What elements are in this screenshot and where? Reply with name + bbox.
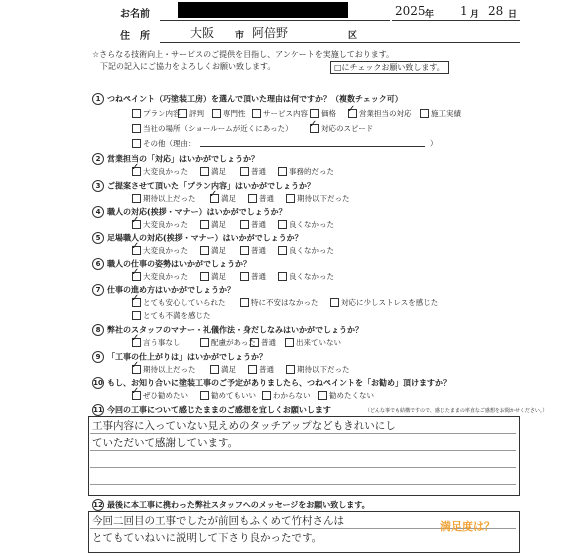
q1-speed-checkmark: ✓ bbox=[309, 119, 318, 130]
q1-option-expertise[interactable]: 専門性 bbox=[212, 108, 246, 119]
city-handwritten: 阿倍野 bbox=[252, 26, 289, 40]
q5-option-3[interactable]: 普通 bbox=[240, 245, 266, 256]
q11-handwritten-line-2: ていただいて感謝しています。 bbox=[92, 437, 239, 449]
question-6-title: 6 職人の仕事の姿勢はいかがでしょうか？ bbox=[92, 258, 251, 270]
q8-option-2[interactable]: 配慮があった bbox=[200, 337, 256, 348]
name-redaction bbox=[178, 2, 348, 18]
intro-note: □にチェックお願い致します。 bbox=[330, 61, 449, 74]
q1-option-price[interactable]: 価格 bbox=[310, 108, 336, 119]
q10-option-2[interactable]: 勧めてもいい bbox=[200, 390, 256, 401]
q3-option-4[interactable]: 期待以下だった bbox=[286, 193, 350, 204]
q7-option-4[interactable]: とても不満を感じた bbox=[132, 310, 211, 321]
question-7-title: 7 仕事の進め方はいかがでしょうか？ bbox=[92, 284, 235, 296]
q6-option-4[interactable]: 良くなかった bbox=[278, 271, 334, 282]
q8-checkmark: ✓ bbox=[131, 333, 140, 344]
question-11-note: （どんな事でも結構ですので、感じたままの率直なご感想をお聞かせください。） bbox=[365, 408, 548, 414]
question-10-title: 10 もし、お知り合いに塗装工事のご予定がありましたら、つねペイントを「お勧め」頂けますか？ bbox=[93, 378, 451, 388]
q1-option-sales[interactable]: 営業担当の対応 bbox=[348, 108, 412, 119]
q9-option-3[interactable]: 普通 bbox=[248, 364, 274, 375]
question-3-title: 3 ご提案させて頂いた「プラン内容」はいかがでしょうか？ bbox=[92, 180, 315, 192]
q1-option-track-record[interactable]: 施工実績 bbox=[420, 108, 461, 119]
q7-option-1[interactable]: とても安心していられた bbox=[132, 297, 226, 308]
q11-rule-3 bbox=[90, 467, 516, 468]
q11-handwritten-line-1: 工事内容に入っていない見えめのタッチアップなどもきれいにし bbox=[92, 420, 396, 432]
q5-option-1[interactable]: 大変良かった bbox=[132, 245, 188, 256]
q11-rule-2 bbox=[90, 450, 516, 451]
q8-option-4[interactable]: 出来ていない bbox=[285, 337, 341, 348]
q4-checkmark: ✓ bbox=[131, 215, 140, 226]
q1-other-line[interactable] bbox=[200, 146, 425, 147]
q5-option-2[interactable]: 満足 bbox=[200, 245, 226, 256]
q4-option-4[interactable]: 良くなかった bbox=[278, 219, 334, 230]
address-label: 住 所 bbox=[120, 31, 150, 42]
intro-line-2: 下記の記入にご協力をよろしくお願い致します。 bbox=[100, 62, 276, 71]
q8-option-3[interactable]: 普通 bbox=[250, 337, 276, 348]
q1-option-reputation[interactable]: 評判 bbox=[178, 108, 204, 119]
q4-option-3[interactable]: 普通 bbox=[240, 219, 266, 230]
q10-option-1[interactable]: ぜひ勧めたい bbox=[132, 390, 188, 401]
q7-checkmark: ✓ bbox=[131, 293, 140, 304]
intro-line-1: ☆さらなる技術向上・サービスのご提供を目指し、アンケートを実施しております。 bbox=[92, 50, 395, 59]
q2-option-1[interactable]: 大変良かった bbox=[132, 166, 188, 177]
q7-option-2[interactable]: 特に不安はなかった bbox=[240, 297, 319, 308]
q1-sales-checkmark: ✓ bbox=[347, 104, 356, 115]
q9-option-4[interactable]: 期待以下だった bbox=[286, 364, 350, 375]
q1-option-location[interactable]: 当社の場所（ショールームが近くにあった） bbox=[132, 123, 293, 134]
question-1-text: つねペイント（巧塗装工房）を選んで頂いた理由は何ですか？（複数チェック可） bbox=[107, 94, 403, 104]
satisfaction-label: 満足度は？ bbox=[440, 520, 495, 533]
q6-checkmark: ✓ bbox=[131, 267, 140, 278]
q1-option-speed[interactable]: 対応のスピード bbox=[310, 123, 373, 134]
q12-handwritten-line-1: 今回二回目の工事でしたが前回もふくめて竹村さんは bbox=[92, 515, 344, 527]
q2-option-3[interactable]: 普通 bbox=[240, 166, 266, 177]
q3-option-1[interactable]: 期待以上だった bbox=[132, 193, 196, 204]
date-year: 2025 bbox=[395, 4, 426, 18]
month-kanji: 月 bbox=[470, 10, 480, 20]
q2-checkmark: ✓ bbox=[131, 162, 140, 173]
q6-option-1[interactable]: 大変良かった bbox=[132, 271, 188, 282]
q6-option-2[interactable]: 満足 bbox=[200, 271, 226, 282]
year-kanji: 年 bbox=[425, 10, 435, 20]
q4-option-2[interactable]: 満足 bbox=[200, 219, 226, 230]
q8-option-1[interactable]: 言う事なし bbox=[132, 337, 181, 348]
question-11-title: 11 今回の工事について感じたままのご感想を宜しくお願いします bbox=[93, 405, 331, 415]
date-day: 28 bbox=[488, 4, 504, 18]
question-9-title: 9 「工事の仕上がりは」はいかがでしょうか？ bbox=[92, 351, 267, 363]
question-5-title: 5 足場職人の対応(挨拶・マナー）はいかがでしょうか？ bbox=[92, 232, 303, 244]
address-underline bbox=[160, 42, 520, 43]
q1-option-other[interactable]: その他（理由： bbox=[132, 138, 196, 149]
ward-kanji: 区 bbox=[348, 31, 358, 41]
q5-checkmark: ✓ bbox=[131, 241, 140, 252]
q12-handwritten-line-2: とてもていねいに説明して下さり良かったです。 bbox=[92, 532, 323, 544]
q2-option-2[interactable]: 満足 bbox=[200, 166, 226, 177]
q9-checkmark: ✓ bbox=[131, 360, 140, 371]
q1-other-close: ） bbox=[430, 139, 438, 148]
question-12-title: 12 最後に本工事に携わった弊社スタッフへのメッセージをお願い致します。 bbox=[93, 500, 370, 510]
q3-checkmark: ✓ bbox=[209, 189, 218, 200]
q1-option-service[interactable]: サービス内容 bbox=[252, 108, 308, 119]
q3-option-3[interactable]: 普通 bbox=[248, 193, 274, 204]
q6-option-3[interactable]: 普通 bbox=[240, 271, 266, 282]
question-2-title: 2 営業担当の「対応」はいかがでしょうか？ bbox=[92, 153, 259, 165]
question-4-title: 4 職人の対応(挨拶・マナー）はいかがでしょうか？ bbox=[92, 206, 287, 218]
q1-option-plan[interactable]: プラン内容 bbox=[132, 108, 181, 119]
pref-handwritten: 大阪 bbox=[190, 26, 215, 40]
q11-rule-1 bbox=[90, 433, 516, 434]
date-underline bbox=[392, 20, 520, 21]
q2-option-4[interactable]: 事務的だった bbox=[278, 166, 334, 177]
question-1-title bbox=[92, 93, 403, 105]
date-month: 1 bbox=[460, 4, 468, 18]
q3-option-2[interactable]: 満足 bbox=[210, 193, 236, 204]
name-underline bbox=[160, 20, 390, 21]
q10-option-3[interactable]: わからない bbox=[262, 390, 311, 401]
q11-rule-4 bbox=[90, 484, 516, 485]
q10-option-4[interactable]: 勧めたくない bbox=[318, 390, 374, 401]
q9-option-2[interactable]: 満足 bbox=[210, 364, 236, 375]
q10-checkmark: ✓ bbox=[131, 386, 140, 397]
q9-option-1[interactable]: 期待以上だった bbox=[132, 364, 196, 375]
q5-option-4[interactable]: 良くなかった bbox=[278, 245, 334, 256]
question-8-title: 8 弊社のスタッフのマナー・礼儀作法・身だしなみはいかがでしょうか？ bbox=[92, 324, 363, 336]
name-label: お名前 bbox=[120, 9, 150, 20]
q4-option-1[interactable]: 大変良かった bbox=[132, 219, 188, 230]
day-kanji: 日 bbox=[508, 10, 518, 20]
q7-option-3[interactable]: 対応に少しストレスを感じた bbox=[330, 297, 438, 308]
city-kanji: 市 bbox=[235, 31, 245, 41]
question-1-number: 1 bbox=[92, 93, 104, 105]
